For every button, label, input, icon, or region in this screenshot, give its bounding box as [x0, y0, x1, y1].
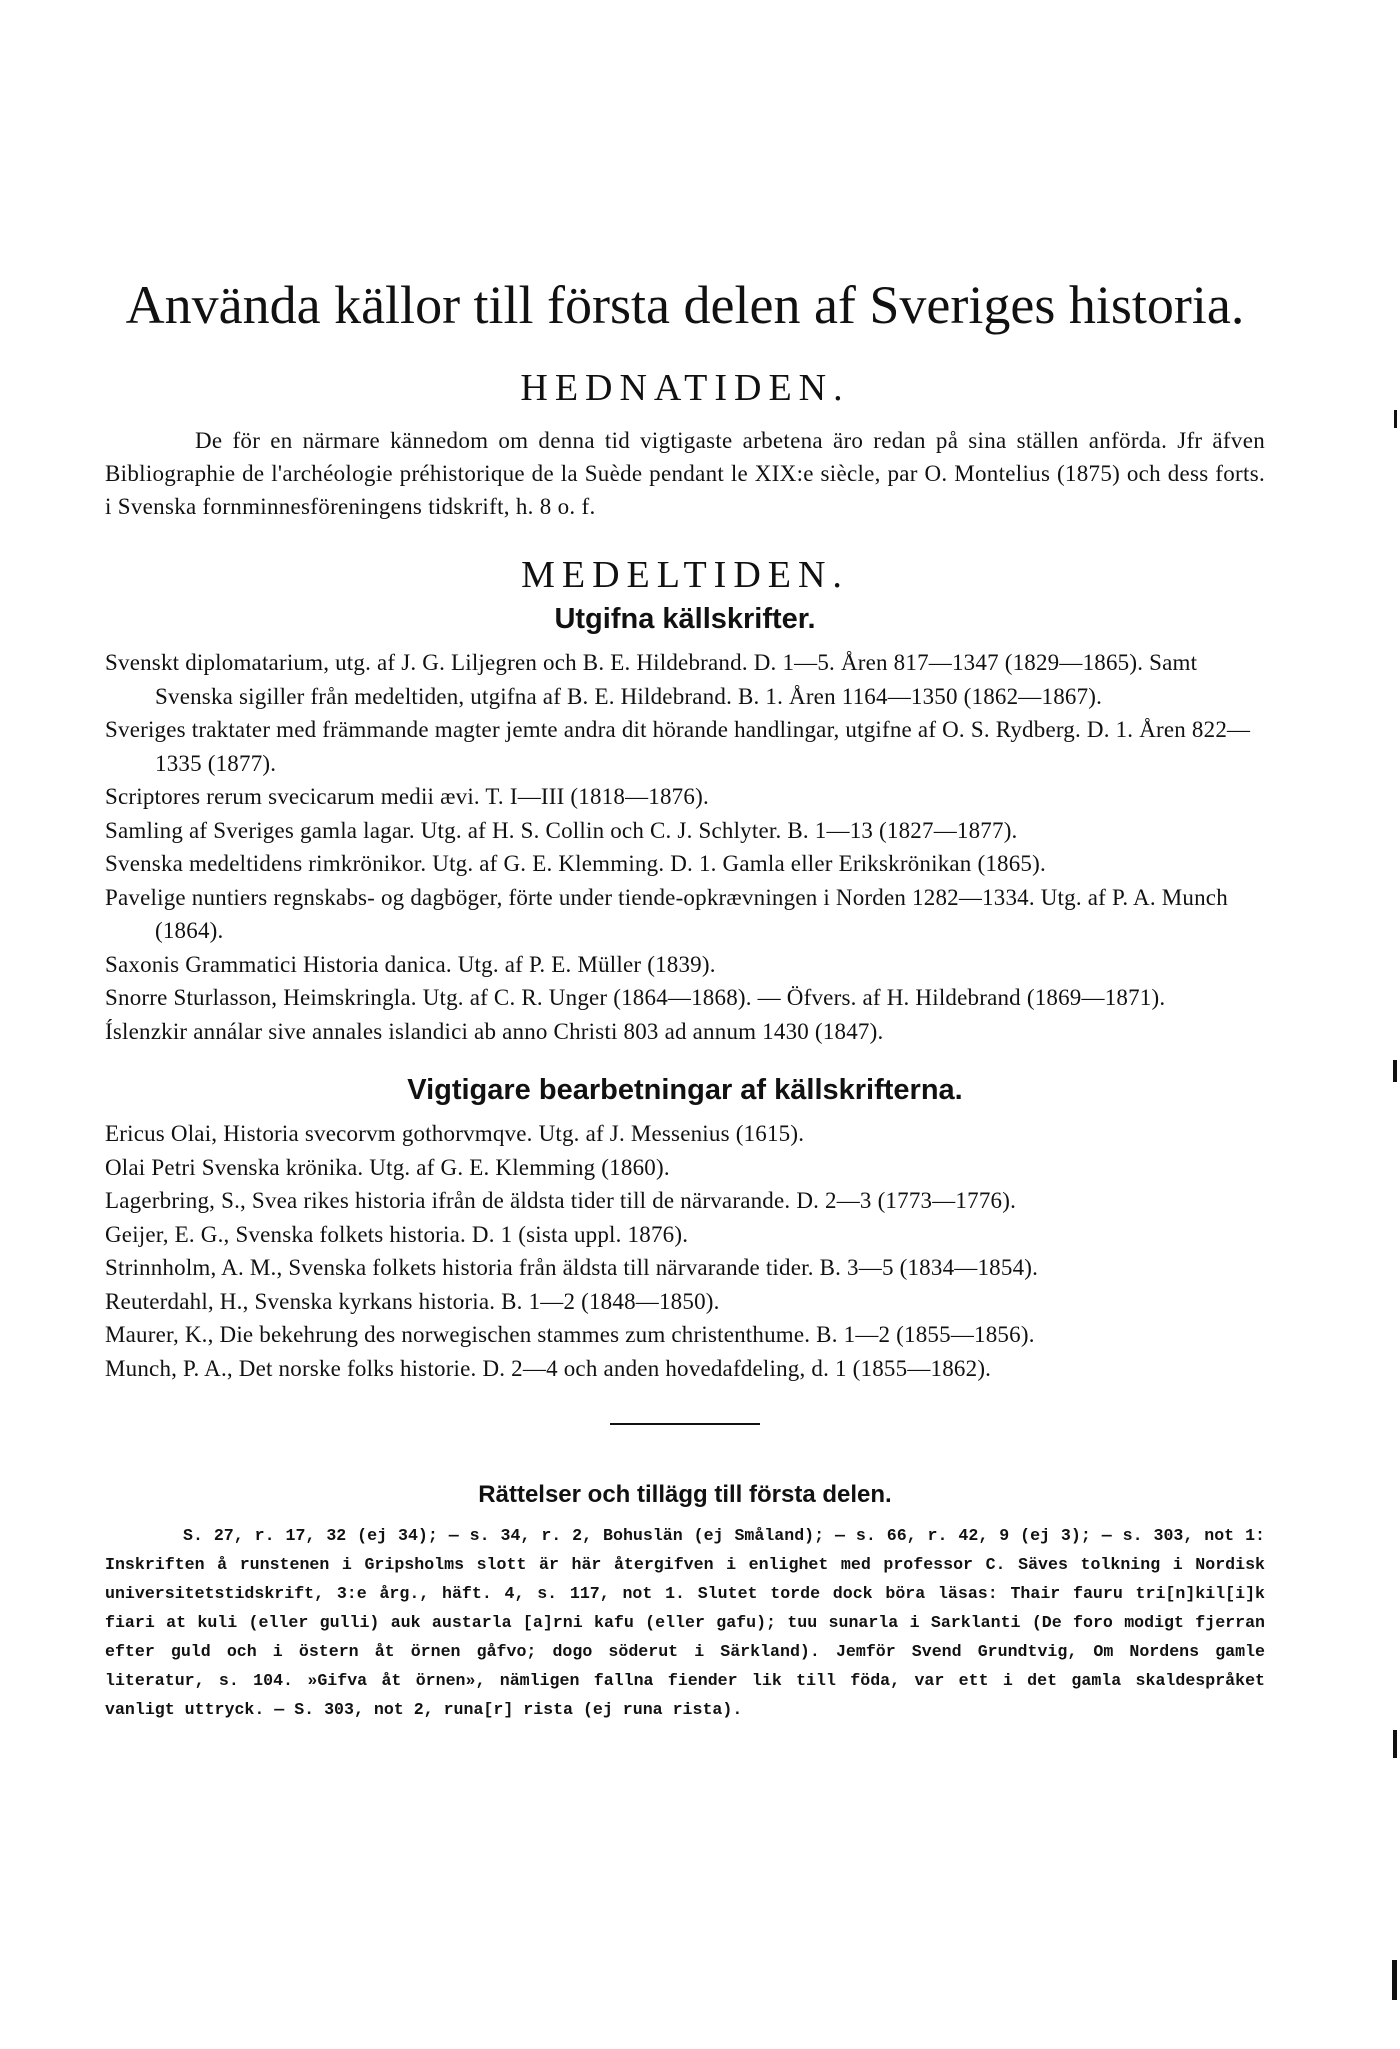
hednatiden-intro: De för en närmare kännedom om denna tid vigtigaste arbetena äro redan på sina ställen anförda. Jfr äfven Bibliographie de l'archéologie préhistorique de la Suède pendant le XIX:e siècle, par O. Montelius (1875) och dess forts. i Svenska fornminnesföreningens tidskrift, h. 8 o. f. [105, 428, 1265, 519]
source-entry: Sveriges traktater med främmande magter jemte andra dit hörande handlingar, utgifne af O. S. Rydberg. D. 1. Åren 822—1335 (1877). [105, 717, 1251, 776]
section-heading-hednatiden: HEDNATIDEN. [520, 367, 850, 409]
work-entry: Ericus Olai, Historia svecorvm gothorvmqve. Utg. af J. Messenius (1615). [105, 1121, 805, 1146]
errata-text: S. 27, r. 17, 32 (ej 34); — s. 34, r. 2, Bohuslän (ej Småland); — s. 66, r. 42, 9 (ej 3); — s. 303, not 1: Inskriften å runstenen i Gripsholms slott är här återgifven i enlighet med professor C. Säves tolkning i Nordisk universitetstidskrift, 3:e årg., häft. 4, s. 117, not 1. Slutet torde dock böra läsas: Thair fauru tri[n]kil[i]k fiari at kuli (eller gulli) auk austarla [a]rni kafu (eller gafu); tuu sunarla i Sarklanti (De foro modigt fjerran efter guld och i östern åt örnen gåfvo; dogo söderut i Särkland). Jemför Svend Grundtvig, Om Nordens gamle literatur, s. 104. »Gifva åt örnen», nämligen fallna fiender lik till föda, var ett i det gamla skaldespråket vanligt uttryck. — S. 303, not 2, runa[r] rista (ej runa rista). [105, 1526, 1265, 1719]
scan-edge-mark [1394, 410, 1397, 428]
sources-heading: Utgifna källskrifter. [554, 603, 816, 635]
works-list [105, 1117, 1265, 1385]
page [105, 270, 1265, 1724]
source-entry: Íslenzkir annálar sive annales islandici ab anno Christi 803 ad annum 1430 (1847). [105, 1018, 884, 1044]
source-entry: Snorre Sturlasson, Heimskringla. Utg. af C. R. Unger (1864—1868). — Öfvers. af H. Hildebrand (1869—1871). [105, 985, 1166, 1010]
work-entry: Lagerbring, S., Svea rikes historia ifrån de äldsta tider till de närvarande. D. 2—3 (1773—1776). [105, 1188, 1017, 1213]
source-entry: Samling af Sveriges gamla lagar. Utg. af H. S. Collin och C. J. Schlyter. B. 1—13 (1827—1877). [105, 817, 1018, 843]
work-entry: Strinnholm, A. M., Svenska folkets historia från äldsta till närvarande tider. B. 3—5 (1834—1854). [105, 1255, 1039, 1280]
page-title: Använda källor till första delen af Sveriges historia. [125, 275, 1245, 335]
source-entry: Svenska medeltidens rimkrönikor. Utg. af G. E. Klemming. D. 1. Gamla eller Erikskrönikan (1865). [105, 851, 1046, 876]
source-entry: Scriptores rerum svecicarum medii ævi. T. I—III (1818—1876). [105, 784, 709, 809]
sources-list [105, 646, 1265, 1048]
work-entry: Geijer, E. G., Svenska folkets historia. D. 1 (sista uppl. 1876). [105, 1221, 689, 1247]
errata-heading: Rättelser och tillägg till första delen. [478, 1481, 892, 1508]
work-entry: Maurer, K., Die bekehrung des norwegischen stammes zum christenthume. B. 1—2 (1855—1856). [105, 1322, 1035, 1347]
works-heading: Vigtigare bearbetningar af källskrifterna. [407, 1074, 963, 1106]
work-entry: Reuterdahl, H., Svenska kyrkans historia. B. 1—2 (1848—1850). [105, 1288, 720, 1314]
work-entry: Olai Petri Svenska krönika. Utg. af G. E. Klemming (1860). [105, 1154, 670, 1180]
source-entry: Svenskt diplomatarium, utg. af J. G. Liljegren och B. E. Hildebrand. D. 1—5. Åren 817—1347 (1829—1865). Samt Svenska sigiller från medeltiden, utgifna af B. E. Hildebrand. B. 1. Åren 1164—1350 (1862—1867). [105, 650, 1198, 709]
section-heading-medeltiden: MEDELTIDEN. [521, 554, 849, 596]
source-entry: Saxonis Grammatici Historia danica. Utg. af P. E. Müller (1839). [105, 951, 716, 977]
work-entry: Munch, P. A., Det norske folks historie. D. 2—4 och anden hovedafdeling, d. 1 (1855—1862). [105, 1355, 992, 1381]
scan-edge-mark [1393, 1730, 1397, 1758]
section-divider [610, 1423, 760, 1425]
scan-edge-mark [1392, 1960, 1397, 2000]
scan-edge-mark [1393, 1060, 1397, 1082]
source-entry: Pavelige nuntiers regnskabs- og dagböger, förte under tiende-opkrævningen i Norden 1282—1334. Utg. af P. A. Munch (1864). [105, 884, 1228, 943]
